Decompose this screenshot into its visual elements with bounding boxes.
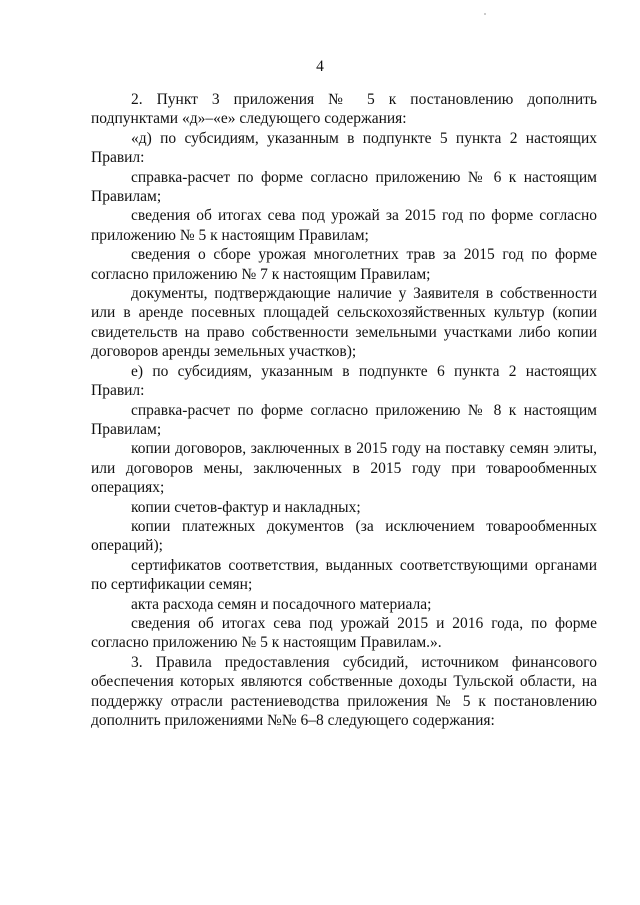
paragraph-land-documents: документы, подтверждающие наличие у Заявителя в собственности или в аренде посевных площадей сельскохозяйственных культур (копии свидетельств на право собственности земельными участками либо копии договоров аренды земельных участков); — [91, 285, 597, 361]
page-number: 4 — [316, 58, 324, 75]
paragraph-calc-certificate-8: справка-расчет по форме согласно приложению № 8 к настоящим Правилам; — [91, 401, 597, 438]
paragraph-calc-certificate-6: справка-расчет по форме согласно приложению № 6 к настоящим Правилам; — [91, 168, 597, 206]
paragraph-item-3: 3. Правила предоставления субсидий, источником финансового обеспечения которых являются собственные доходы Тульской области, на поддержку отрасли растениеводства приложения № 5 к постановлению дополнить приложениями №№ 6–8 следующего содержания: — [91, 653, 597, 729]
paragraph-subitem-d: «д) по субсидиям, указанным в подпункте 5 пункта 2 настоящих Правил: — [91, 129, 597, 167]
paragraph-seed-contracts: копии договоров, заключенных в 2015 году на поставку семян элиты, или договоров мены, заключенных в 2015 году при товарообменных операциях; — [91, 440, 597, 497]
paragraph-grass-harvest-2015: сведения о сборе урожая многолетних трав за 2015 год по форме согласно приложению № 7 к настоящим Правилам; — [91, 246, 597, 283]
paragraph-seed-consumption-act: акта расхода семян и посадочного материала; — [131, 595, 432, 613]
paragraph-payment-documents: копии платежных документов (за исключением товарообменных операций); — [91, 517, 597, 555]
paragraph-sowing-results-2015: сведения об итогах сева под урожай за 2015 год по форме согласно приложению № 5 к настоящим Правилам; — [91, 207, 597, 244]
paragraph-conformity-certificates: сертификатов соответствия, выданных соответствующими органами по сертификации семян; — [91, 556, 597, 594]
scan-speck — [484, 13, 486, 15]
paragraph-subitem-e: е) по субсидиям, указанным в подпункте 6 пункта 2 настоящих Правил: — [91, 362, 597, 400]
paragraph-item-2: 2. Пункт 3 приложения № 5 к постановлению дополнить подпунктами «д»–«е» следующего содержания: — [91, 91, 597, 128]
paragraph-sowing-results-2015-2016: сведения об итогах сева под урожай 2015 и 2016 года, по форме согласно приложению № 5 к настоящим Правилам.». — [91, 614, 597, 652]
document-body — [91, 90, 597, 730]
paragraph-invoices: копии счетов-фактур и накладных; — [131, 498, 361, 516]
